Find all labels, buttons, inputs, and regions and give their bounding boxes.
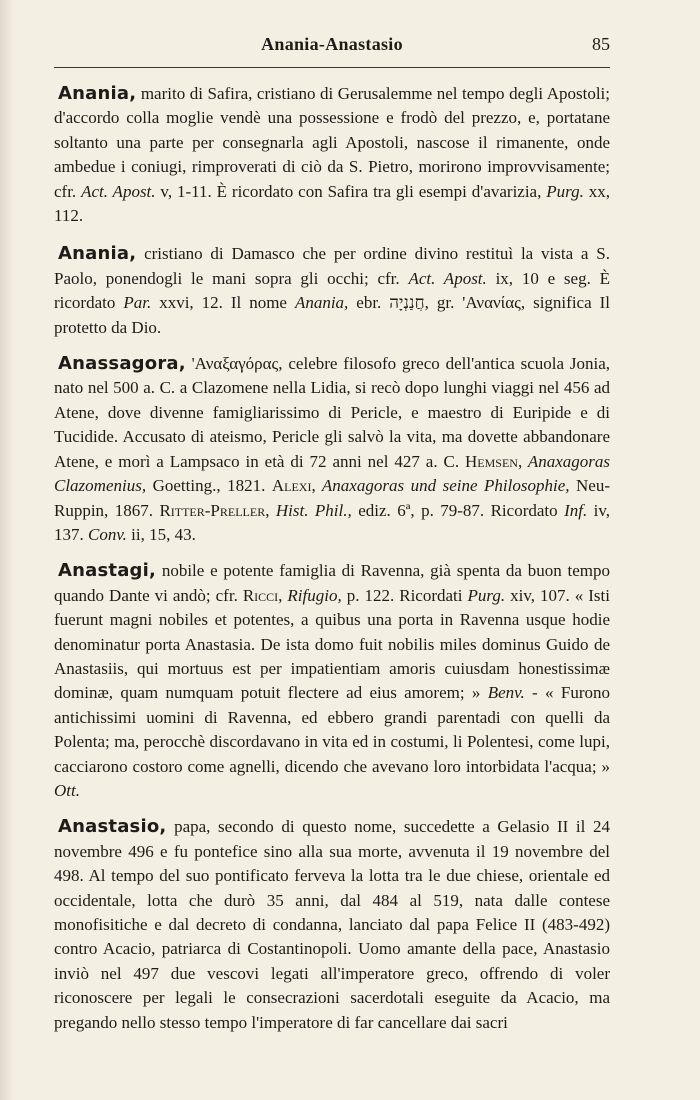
entry-text: marito di Safira, cristiano di Gerusalemme nel tempo degli Apostoli; d'accordo colla moglie vendè una possessione e frodò del prezzo, e, portatane soltanto una parte per consegnarla agli Apostoli, nascose il rimanente, onde ambedue i coniugi, rimproverati di ciò da S. Pietro, morirono improvvisamente; cfr. — [54, 84, 610, 201]
entry-anania-1 — [54, 82, 610, 228]
running-title: Anania-Anastasio — [261, 34, 403, 54]
citation-title: Anaxagoras und seine Philosophie, — [315, 476, 570, 496]
page-number: 85 — [592, 34, 610, 54]
entry-text: ii, 15, 43. — [126, 524, 196, 544]
entry-anastagi — [54, 559, 610, 803]
page-body — [54, 82, 610, 1049]
entry-text: Neu-Ruppin, 1867. — [54, 476, 610, 520]
header-rule — [54, 67, 610, 68]
citation-title: Rifugio, — [282, 585, 342, 605]
entry-text: - « Furono antichissimi uomini di Ravenna, ed ebbero grandi parentadi con quelli da Polenta; ma, perocchè discordavano in vita ed in costumi, li Polentesi, come lupi, cacciarono costoro come agnelli, dicendo che avevano loro intorbidata l'acqua; » — [54, 683, 610, 776]
entry-headword: Anassagora, — [58, 353, 186, 375]
entry-headword: Anania, — [58, 243, 137, 265]
entry-reference: Act. Apost. — [81, 181, 156, 201]
citation-title: Anaxagoras Clazomenius, — [54, 451, 610, 496]
entry-headword: Anastagi, — [58, 560, 157, 582]
entry-text: ix, 10 e seg. È ricordato — [54, 268, 610, 313]
entry-text: 'Αναξαγόρας, celebre filosofo greco dell'antica scuola Jonia, nato nel 500 a. C. a Clazomene nella Lidia, si recò dopo lunghi viaggi nel 456 ad Atene, dove divenne famigliarissimo di Pericle, e maestro di Euripide e di Tucidide. Accusato di ateismo, Pericle gli salvò la vita, ma dovette abbandonare Atene, e morì a Lampsaco in età di 72 anni nel 427 a. C. — [54, 354, 610, 471]
citation-author: Hemsen, — [465, 451, 523, 471]
citation-author: Ritter-Preller, — [159, 500, 270, 520]
page-gutter-shadow — [0, 0, 14, 1100]
entry-reference: Ott. — [54, 780, 80, 800]
entry-text: Goetting., 1821. — [146, 476, 272, 496]
citation-title: Hist. Phil., — [269, 500, 352, 520]
entry-reference: Anania, — [294, 293, 349, 313]
citation-author: Alexi, — [271, 476, 316, 496]
entry-text: xxvi, 12. Il nome — [151, 293, 295, 313]
entry-headword: Anania, — [58, 83, 137, 104]
entry-text: xiv, 107. « Isti fuerunt magni nobiles et potentes, a quibus una porta in Ravenna usque hodie denominatur porta Anastasia. De ista domo fuit nobilis miles dominus Guido de Anastasiis, qui mortuus est per impatientiam amoris cuiusdam honestissimæ dominæ, quam numquam potuit flectere ad eius amorem; » — [54, 585, 610, 703]
entry-text: v, 1-11. È ricordato con Safira tra gli esempi d'avarizia, — [155, 181, 547, 201]
entry-reference: Inf. — [564, 500, 588, 520]
entry-text: papa, secondo di questo nome, succedette a Gelasio II il 24 novembre 496 e fu pontefice sino alla sua morte, avvenuta il 19 novembre del 498. Al tempo del suo pontificato ferveva la lotta tra le due chiese, orientale ed occidentale, lotta che durò 35 anni, dal 484 al 519, nata dalle contese monofisitiche e dal decreto di condanna, lanciato dal papa Felice II (483-492) contro Acacio, patriarca di Costantinopoli. Uomo amante della pace, Anastasio inviò nel 497 due vescovi legati all'imperatore greco, offrendo di voler riconoscere per legali le consecrazioni sacerdotali eseguite da Acacio, ma pregando nello stesso tempo l'imperatore di far cancellare dai sacri — [54, 817, 610, 1032]
running-head — [54, 34, 610, 60]
entry-reference: Purg. — [546, 181, 584, 201]
citation-author: Ricci, — [242, 585, 283, 605]
entry-anassagora — [54, 352, 610, 547]
entry-text: iv, 137. — [54, 500, 611, 544]
entry-headword: Anastasio, — [58, 816, 167, 838]
entry-text: cristiano di Damasco che per ordine divino restituì la vista a S. Paolo, ponendogli le mani sopra gli occhi; cfr. — [54, 244, 610, 288]
entry-reference: Act. Apost. — [408, 268, 487, 288]
entry-text: xx, 112. — [54, 181, 611, 226]
entry-text: p. 122. Ricordati — [341, 585, 468, 605]
entry-anania-2 — [54, 242, 610, 340]
entry-reference: Benv. — [487, 683, 525, 703]
entry-reference: Conv. — [88, 524, 127, 544]
entry-reference: Par. — [123, 293, 152, 313]
entry-text: nobile e potente famiglia di Ravenna, già spenta da buon tempo quando Dante vi andò; cfr. — [54, 561, 610, 605]
entry-text: ebr. חֲנַנְיָה, gr. 'Ανανίας, significa Il protetto da Dio. — [54, 293, 610, 337]
entry-reference: Purg. — [467, 585, 506, 605]
entry-anastasio — [54, 815, 610, 1035]
entry-text: ediz. 6ª, p. 79-87. Ricordato — [351, 500, 565, 520]
